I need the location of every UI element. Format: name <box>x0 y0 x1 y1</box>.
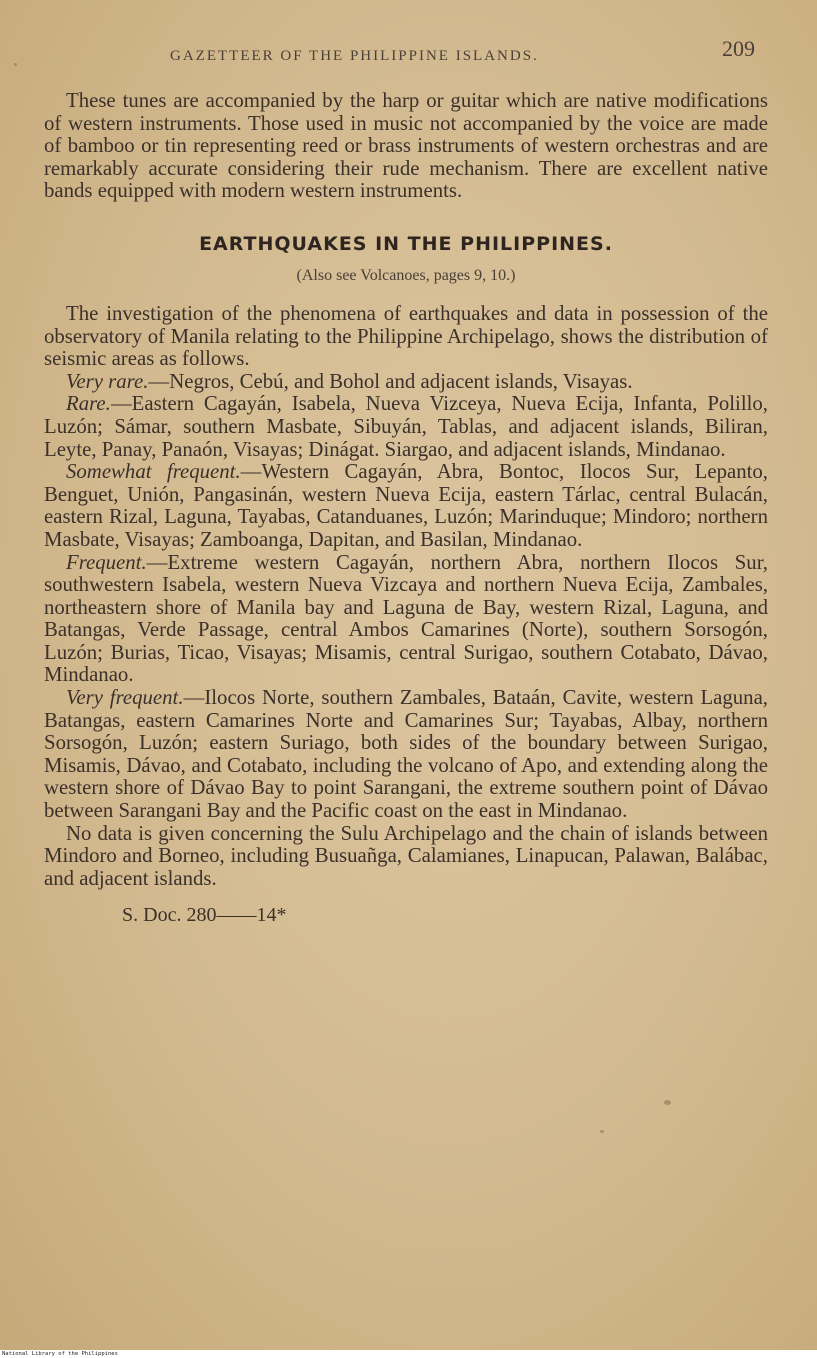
entry-lead: Somewhat frequent. <box>66 460 241 484</box>
entry-text: —Extreme western Cagayán, northern Abra, northern Ilocos Sur, southwestern Isabela, western Nueva Vizcaya and northern Nueva Ecija, Zambales, northeastern shore of Manila bay and Laguna de Bay, western Rizal, Laguna, and Batangas, Verde Passage, central Ambos Camarines (Norte), southern Sorsogón, Luzón; Burias, Ticao, Visayas; Misamis, central Surigao, southern Cotabato, Dávao, Mindanao. <box>44 550 768 687</box>
page-number: 209 <box>722 36 755 61</box>
document-signature-mark: S. Doc. 280——14* <box>122 904 287 927</box>
entry-lead: Very frequent. <box>66 686 184 710</box>
entry-frequent <box>44 552 768 688</box>
entry-lead: Very rare. <box>66 369 149 393</box>
intro-paragraph: The investigation of the phenomena of earthquakes and data in possession of the observatory of Manila relating to the Philippine Archipelago, shows the distribution of seismic areas as follows. <box>44 301 768 371</box>
entry-lead: Frequent. <box>66 550 147 574</box>
footer-bar <box>0 1350 817 1358</box>
entry-text: —Negros, Cebú, and Bohol and adjacent islands, Visayas. <box>148 369 633 393</box>
section-title: EARTHQUAKES IN THE PHILIPPINES. <box>199 232 613 255</box>
paper-speck <box>600 1130 604 1133</box>
page-header <box>0 36 817 76</box>
entry-lead: Rare. <box>66 392 111 416</box>
entry-very-frequent <box>44 687 768 823</box>
library-credit: National Library of the Philippines <box>2 1351 118 1357</box>
page-body <box>44 90 768 927</box>
entry-very-rare <box>44 371 768 394</box>
paper-speck <box>664 1100 671 1105</box>
entry-text: —Eastern Cagayán, Isabela, Nueva Vizceya, Nueva Ecija, Infanta, Polillo, Luzón; Sámar, southern Masbate, Sibuyán, Tablas, and adjacent islands, Biliran, Leyte, Panay, Panaón, Visayas; Dinágat. Siargao, and adjacent islands, Mindanao. <box>44 392 768 461</box>
closing-paragraph: No data is given concerning the Sulu Archipelago and the chain of islands between Mindoro and Borneo, including Busuañga, Calamianes, Linapucan, Palawan, Balábac, and adjacent islands. <box>44 821 768 890</box>
music-paragraph: These tunes are accompanied by the harp or guitar which are native modifications of western instruments. Those used in music not accompanied by the voice are made of bamboo or tin representing reed or brass instruments of western orchestras and are remarkably accurate considering their rude mechanism. There are excellent native bands equipped with modern western instruments. <box>44 89 768 203</box>
entry-text: —Western Cagayán, Abra, Bontoc, Ilocos Sur, Lepanto, Benguet, Unión, Pangasinán, western Nueva Ecija, eastern Tárlac, central Bulacán, eastern Rizal, Laguna, Tayabas, Catanduanes, Luzón; Marinduque; Mindoro; northern Masbate, Visayas; Zamboanga, Dapitan, and Basilan, Mindanao. <box>44 460 768 551</box>
entry-somewhat-frequent <box>44 461 768 551</box>
running-head: GAZETTEER OF THE PHILIPPINE ISLANDS. <box>170 48 539 64</box>
entry-rare <box>44 393 768 461</box>
section-subtitle: (Also see Volcanoes, pages 9, 10.) <box>296 266 516 284</box>
entry-text: —Ilocos Norte, southern Zambales, Bataán, Cavite, western Laguna, Batangas, eastern Camarines Norte and Camarines Sur; Tayabas, Albay, northern Sorsogón, Luzón; eastern Suriago, both sides of the boundary between Surigao, Misamis, Dávao, and Cotabato, including the volcano of Apo, and extending along the western shore of Dávao Bay to point Sarangani, the extreme southern point of Dávao between Sarangani Bay and the Pacific coast on the east in Mindanao. <box>44 686 769 823</box>
